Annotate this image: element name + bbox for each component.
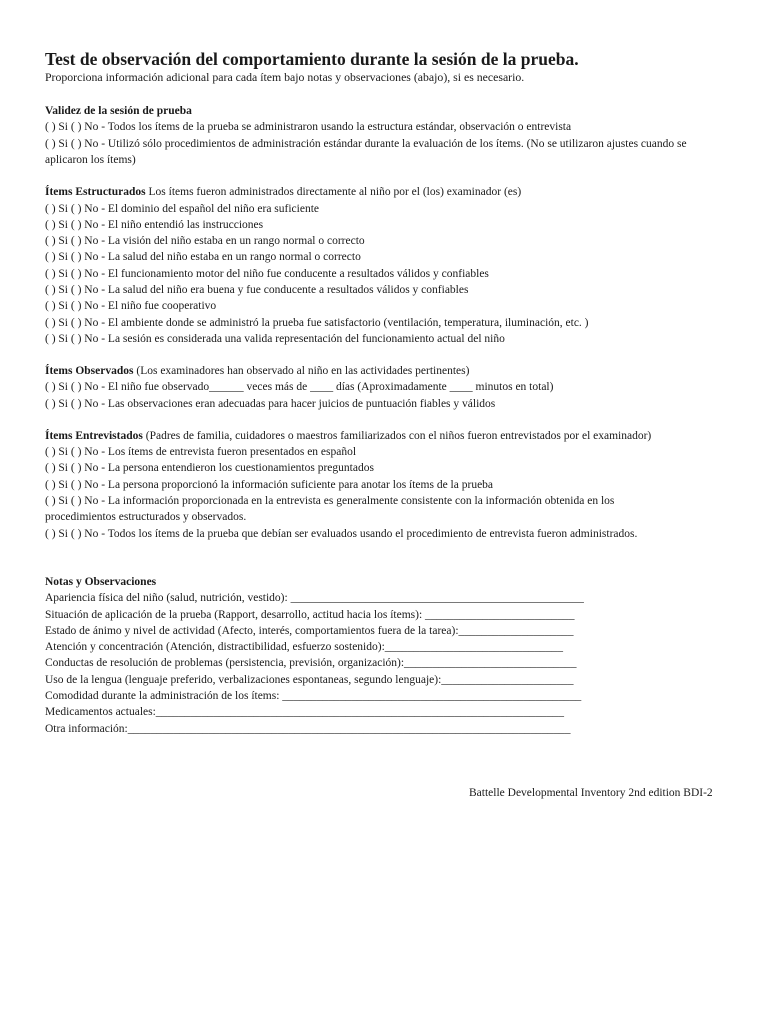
- notes-field: Medicamentos actuales:_______________________________________________________________________: [45, 706, 565, 718]
- checklist-item: ( ) Si ( ) No - El niño fue cooperativo: [45, 300, 217, 312]
- checklist-item: ( ) Si ( ) No - Todos los ítems de la prueba que debían ser evaluados usando el procedimiento de entrevista fueron administrados.: [45, 528, 638, 540]
- checklist-item: ( ) Si ( ) No - El ambiente donde se administró la prueba fue satisfactorio (ventilación, temperatura, iluminación, etc. ): [45, 317, 589, 329]
- checklist-item: ( ) Si ( ) No - La salud del niño estaba en un rango normal o correcto: [45, 251, 361, 263]
- checklist-item: ( ) Si ( ) No - La sesión es considerada una valida representación del funcionamiento actual del niño: [45, 333, 505, 345]
- section-note-observados: (Los examinadores han observado al niño en las actividades pertinentes): [133, 365, 470, 377]
- section-header-entrevistados: [45, 429, 651, 443]
- notes-field: Apariencia física del niño (salud, nutrición, vestido): ___________________________________________________: [45, 592, 584, 604]
- checklist-item: ( ) Si ( ) No - El niño fue observado______ veces más de ____ días (Aproximadamente ____ minutos en total): [45, 381, 554, 393]
- section-note-entrevistados: (Padres de familia, cuidadores o maestros familiarizados con el niños fueron entrevistados por el examinador): [142, 430, 652, 442]
- checklist-item: ( ) Si ( ) No - Los ítems de entrevista fueron presentados en español: [45, 446, 357, 458]
- notes-field: Situación de aplicación de la prueba (Rapport, desarrollo, actitud hacia los ítems): __________________________: [45, 609, 575, 621]
- checklist-item: ( ) Si ( ) No - La información proporcionada en la entrevista es generalmente consistente con la información obtenida en los: [45, 495, 615, 507]
- section-heading-observados: Ítems Observados: [45, 365, 134, 377]
- page-title: Test de observación del comportamiento durante la sesión de la prueba.: [45, 49, 579, 69]
- checklist-item: ( ) Si ( ) No - Todos los ítems de la prueba se administraron usando la estructura estándar, observación o entrevista: [45, 121, 572, 133]
- section-heading-estructurados: Ítems Estructurados: [45, 186, 146, 198]
- checklist-item: ( ) Si ( ) No - El niño entendió las instrucciones: [45, 219, 264, 231]
- notes-field: Comodidad durante la administración de los ítems: ____________________________________________________: [45, 690, 582, 702]
- notes-field: Otra información:_____________________________________________________________________________: [45, 723, 571, 735]
- section-header-observados: [45, 364, 469, 378]
- checklist-item: ( ) Si ( ) No - Utilizó sólo procedimientos de administración estándar durante la evaluación de los ítems. (No se utilizaron ajustes cuando se: [45, 138, 687, 150]
- section-header-estructurados: [45, 185, 521, 199]
- checklist-item: ( ) Si ( ) No - La persona entendieron los cuestionamientos preguntados: [45, 462, 374, 474]
- section-heading-entrevistados: Ítems Entrevistados: [45, 430, 143, 442]
- notes-field: Atención y concentración (Atención, distractibilidad, esfuerzo sostenido):_______________________________: [45, 641, 564, 653]
- section-heading-notas: Notas y Observaciones: [45, 576, 157, 588]
- section-heading-validez: Validez de la sesión de prueba: [45, 105, 192, 117]
- checklist-item: ( ) Si ( ) No - Las observaciones eran adecuadas para hacer juicios de puntuación fiables y válidos: [45, 398, 496, 410]
- notes-field: Estado de ánimo y nivel de actividad (Afecto, interés, comportamientos fuera de la tarea):____________________: [45, 625, 574, 637]
- page-subtitle: Proporciona información adicional para cada ítem bajo notas y observaciones (abajo), si es necesario.: [45, 70, 525, 84]
- notes-field: Conductas de resolución de problemas (persistencia, previsión, organización):______________________________: [45, 657, 577, 669]
- checklist-item: ( ) Si ( ) No - La salud del niño era buena y fue conducente a resultados válidos y confiables: [45, 284, 469, 296]
- checklist-item: ( ) Si ( ) No - El funcionamiento motor del niño fue conducente a resultados válidos y confiables: [45, 268, 489, 280]
- checklist-item-continuation: aplicaron los ítems): [45, 154, 136, 166]
- checklist-item: ( ) Si ( ) No - La visión del niño estaba en un rango normal o correcto: [45, 235, 365, 247]
- notes-field: Uso de la lengua (lenguaje preferido, verbalizaciones espontaneas, segundo lenguaje):_______________________: [45, 674, 574, 686]
- footer-source: Battelle Developmental Inventory 2nd edition BDI-2: [469, 787, 713, 799]
- section-note-estructurados: Los ítems fueron administrados directamente al niño por el (los) examinador (es): [145, 186, 522, 198]
- checklist-item: ( ) Si ( ) No - La persona proporcionó la información suficiente para anotar los ítems de la prueba: [45, 479, 494, 491]
- checklist-item-continuation: procedimientos estructurados y observados.: [45, 511, 247, 523]
- checklist-item: ( ) Si ( ) No - El dominio del español del niño era suficiente: [45, 203, 320, 215]
